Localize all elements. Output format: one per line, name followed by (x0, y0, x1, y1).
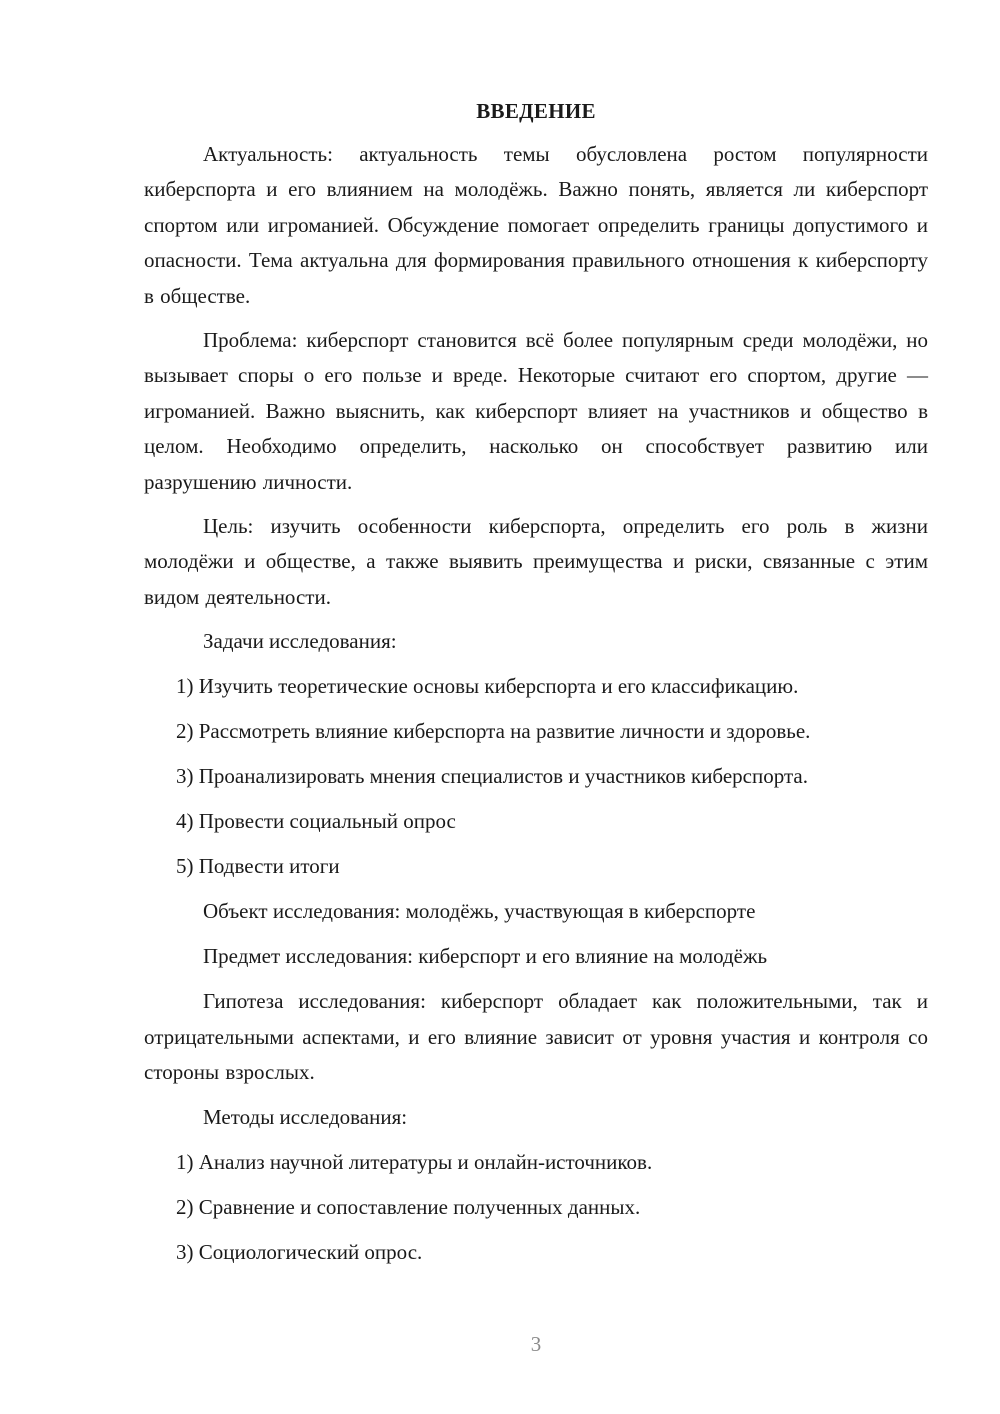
relevance-paragraph: Актуальность: актуальность темы обусловлена ростом популярности киберспорта и его влиянием на молодёжь. Важно понять, является ли киберспорт спортом или игроманией. Обсуждение помогает определить границы допустимого и опасности. Тема актуальна для формирования правильного отношения к киберспорту в обществе. (144, 142, 928, 308)
list-item: 4) Провести социальный опрос (176, 809, 456, 834)
list-item: 2) Рассмотреть влияние киберспорта на развитие личности и здоровье. (176, 719, 811, 744)
document-page (144, 96, 928, 1280)
goal-paragraph: Цель: изучить особенности киберспорта, определить его роль в жизни молодёжи и обществе, а также выявить преимущества и риски, связанные с этим видом деятельности. (144, 514, 928, 609)
list-item: 1) Анализ научной литературы и онлайн-источников. (176, 1149, 653, 1174)
methods-heading: Методы исследования: (203, 1104, 408, 1129)
research-object: Объект исследования: молодёжь, участвующая в киберспорте (203, 899, 756, 924)
problem-paragraph: Проблема: киберспорт становится всё более популярным среди молодёжи, но вызывает споры о его пользе и вреде. Некоторые считают его спортом, другие — игроманией. Важно выяснить, как киберспорт влияет на участников и общество в целом. Необходимо определить, насколько он способствует развитию или разрушению личности. (144, 328, 928, 494)
tasks-list (144, 669, 928, 884)
list-item: 5) Подвести итоги (176, 854, 340, 879)
list-item: 3) Социологический опрос. (176, 1239, 423, 1264)
research-subject: Предмет исследования: киберспорт и его влияние на молодёжь (203, 944, 768, 969)
list-item: 2) Сравнение и сопоставление полученных данных. (176, 1194, 641, 1219)
list-item: 3) Проанализировать мнения специалистов и участников киберспорта. (176, 764, 808, 789)
hypothesis-paragraph: Гипотеза исследования: киберспорт обладает как положительными, так и отрицательными аспектами, и его влияние зависит от уровня участия и контроля со стороны взрослых. (144, 989, 928, 1085)
page-number: 3 (530, 1332, 542, 1356)
list-item: 1) Изучить теоретические основы киберспорта и его классификацию. (176, 674, 799, 699)
page-title: ВВЕДЕНИЕ (476, 99, 596, 123)
methods-list (144, 1145, 928, 1270)
tasks-heading: Задачи исследования: (203, 629, 397, 654)
